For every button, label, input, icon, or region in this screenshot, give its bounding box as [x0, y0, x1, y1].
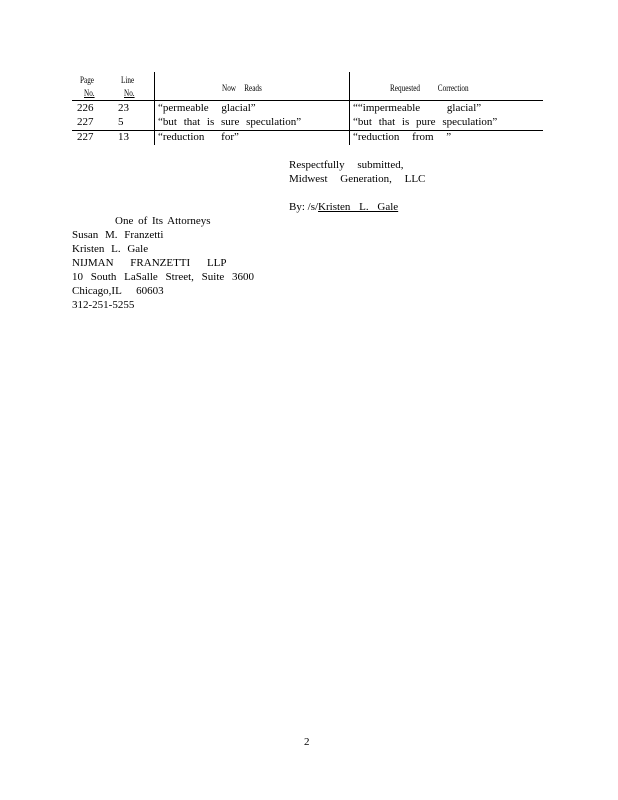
respectfully-submitted: Respectfully submitted, [289, 159, 404, 171]
company-name: Midwest Generation, LLC [289, 173, 426, 185]
row-1-line: 23 [118, 102, 129, 114]
header-page-no: No. [84, 88, 95, 98]
row-3-now-reads: “reduction for” [158, 131, 239, 143]
header-page-label: Page [80, 75, 94, 85]
table-column-divider-1 [154, 72, 155, 145]
firm-address: 10 South LaSalle Street, Suite 3600 [72, 271, 255, 283]
page-number: 2 [304, 736, 310, 748]
row-2-line: 5 [118, 116, 124, 128]
row-2-page: 227 [77, 116, 94, 128]
attorney-line-1: Susan M. Franzetti [72, 229, 164, 241]
row-1-correction: ““impermeable glacial” [353, 102, 482, 114]
signature-name: Kristen L. Gale [318, 201, 399, 213]
row-3-correction: “reduction from ” [353, 131, 452, 143]
row-3-line: 13 [118, 131, 129, 143]
table-header-rule [72, 100, 543, 101]
firm-name: NIJMAN FRANZETTI LLP [72, 257, 227, 269]
header-now-reads: Now Reads [222, 83, 262, 93]
table-row-rule [72, 130, 543, 131]
firm-phone: 312-251-5255 [72, 299, 135, 311]
row-3-page: 227 [77, 131, 94, 143]
row-1-page: 226 [77, 102, 94, 114]
row-2-now-reads: “but that is sure speculation” [158, 116, 302, 128]
firm-city: Chicago,IL 60603 [72, 285, 164, 297]
table-column-divider-2 [349, 72, 350, 145]
row-1-now-reads: “permeable glacial” [158, 102, 256, 114]
attorney-line-2: Kristen L. Gale [72, 243, 149, 255]
header-line-no: No. [124, 88, 135, 98]
signature-line [289, 201, 412, 213]
header-line-label: Line [121, 75, 135, 85]
header-requested-correction: Requested Correction [390, 83, 469, 93]
row-2-correction: “but that is pure speculation” [353, 116, 498, 128]
signature-prefix: By: /s/ [289, 201, 319, 213]
attorney-role: One of Its Attorneys [115, 215, 211, 227]
